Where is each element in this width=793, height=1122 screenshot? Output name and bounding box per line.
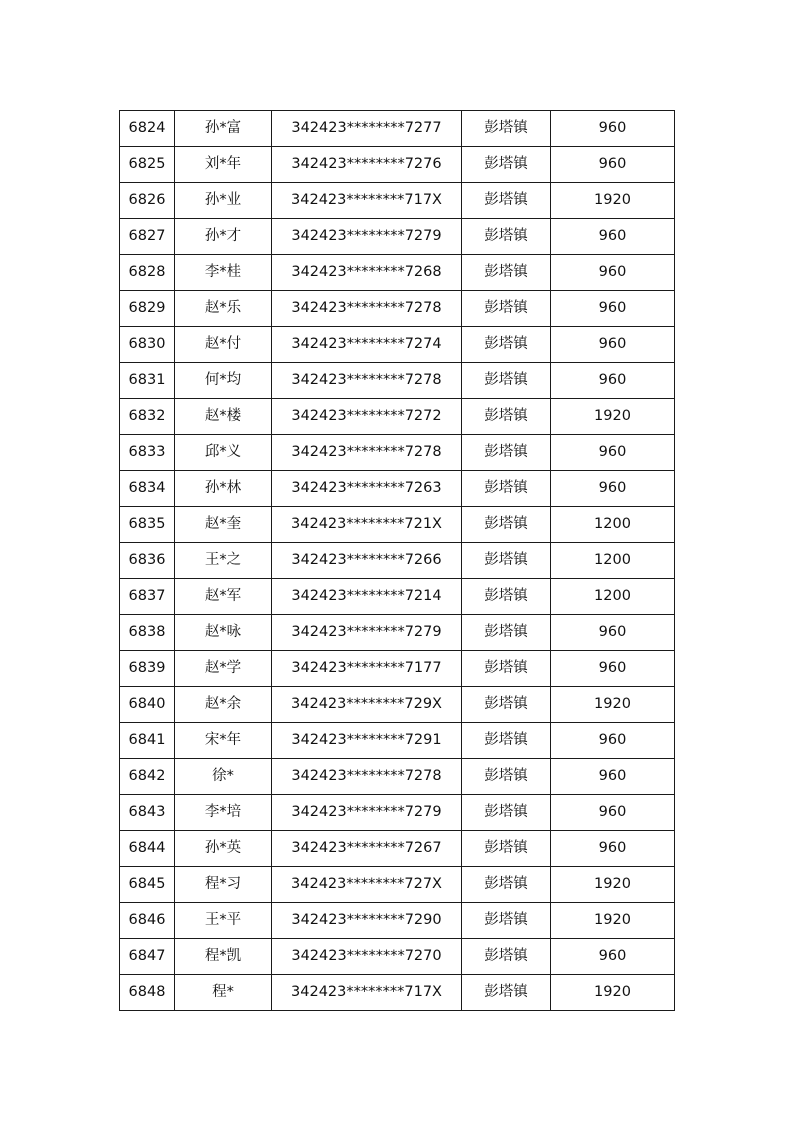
- name-cell: 程*凯: [175, 939, 272, 975]
- table-row: [120, 255, 675, 291]
- id-number-cell: 342423********717X: [272, 975, 462, 1011]
- table-row: [120, 795, 675, 831]
- table-row: [120, 435, 675, 471]
- id-number-cell: 342423********729X: [272, 687, 462, 723]
- amount-cell: 960: [551, 327, 675, 363]
- id-number-cell: 342423********7214: [272, 579, 462, 615]
- id-number-cell: 342423********7177: [272, 651, 462, 687]
- amount-cell: 960: [551, 651, 675, 687]
- town-cell: 彭塔镇: [462, 147, 551, 183]
- amount-cell: 1920: [551, 867, 675, 903]
- town-cell: 彭塔镇: [462, 471, 551, 507]
- id-number-cell: 342423********727X: [272, 867, 462, 903]
- amount-cell: 960: [551, 291, 675, 327]
- amount-cell: 960: [551, 219, 675, 255]
- town-cell: 彭塔镇: [462, 399, 551, 435]
- serial-number-cell: 6845: [120, 867, 175, 903]
- table-row: [120, 291, 675, 327]
- serial-number-cell: 6847: [120, 939, 175, 975]
- id-number-cell: 342423********7279: [272, 795, 462, 831]
- name-cell: 孙*业: [175, 183, 272, 219]
- serial-number-cell: 6831: [120, 363, 175, 399]
- serial-number-cell: 6842: [120, 759, 175, 795]
- name-cell: 孙*林: [175, 471, 272, 507]
- town-cell: 彭塔镇: [462, 723, 551, 759]
- name-cell: 赵*学: [175, 651, 272, 687]
- town-cell: 彭塔镇: [462, 291, 551, 327]
- town-cell: 彭塔镇: [462, 579, 551, 615]
- name-cell: 赵*军: [175, 579, 272, 615]
- amount-cell: 960: [551, 471, 675, 507]
- town-cell: 彭塔镇: [462, 327, 551, 363]
- amount-cell: 960: [551, 831, 675, 867]
- town-cell: 彭塔镇: [462, 255, 551, 291]
- amount-cell: 1920: [551, 903, 675, 939]
- id-number-cell: 342423********7290: [272, 903, 462, 939]
- amount-cell: 1920: [551, 399, 675, 435]
- serial-number-cell: 6834: [120, 471, 175, 507]
- town-cell: 彭塔镇: [462, 615, 551, 651]
- amount-cell: 960: [551, 723, 675, 759]
- serial-number-cell: 6832: [120, 399, 175, 435]
- table-row: [120, 651, 675, 687]
- table-row: [120, 903, 675, 939]
- name-cell: 赵*余: [175, 687, 272, 723]
- serial-number-cell: 6836: [120, 543, 175, 579]
- id-number-cell: 342423********7263: [272, 471, 462, 507]
- amount-cell: 1920: [551, 687, 675, 723]
- amount-cell: 960: [551, 615, 675, 651]
- roster-table-body: [120, 111, 675, 1011]
- amount-cell: 1200: [551, 543, 675, 579]
- name-cell: 赵*奎: [175, 507, 272, 543]
- name-cell: 孙*英: [175, 831, 272, 867]
- town-cell: 彭塔镇: [462, 219, 551, 255]
- table-row: [120, 363, 675, 399]
- table-row: [120, 687, 675, 723]
- amount-cell: 960: [551, 147, 675, 183]
- id-number-cell: 342423********721X: [272, 507, 462, 543]
- table-row: [120, 831, 675, 867]
- serial-number-cell: 6839: [120, 651, 175, 687]
- amount-cell: 1200: [551, 507, 675, 543]
- table-row: [120, 147, 675, 183]
- name-cell: 王*之: [175, 543, 272, 579]
- town-cell: 彭塔镇: [462, 651, 551, 687]
- amount-cell: 960: [551, 435, 675, 471]
- table-row: [120, 111, 675, 147]
- amount-cell: 1920: [551, 183, 675, 219]
- town-cell: 彭塔镇: [462, 183, 551, 219]
- town-cell: 彭塔镇: [462, 831, 551, 867]
- table-row: [120, 867, 675, 903]
- town-cell: 彭塔镇: [462, 795, 551, 831]
- table-row: [120, 759, 675, 795]
- serial-number-cell: 6848: [120, 975, 175, 1011]
- name-cell: 邱*义: [175, 435, 272, 471]
- serial-number-cell: 6828: [120, 255, 175, 291]
- amount-cell: 960: [551, 255, 675, 291]
- town-cell: 彭塔镇: [462, 435, 551, 471]
- id-number-cell: 342423********7267: [272, 831, 462, 867]
- serial-number-cell: 6829: [120, 291, 175, 327]
- serial-number-cell: 6833: [120, 435, 175, 471]
- serial-number-cell: 6843: [120, 795, 175, 831]
- id-number-cell: 342423********7276: [272, 147, 462, 183]
- serial-number-cell: 6830: [120, 327, 175, 363]
- name-cell: 孙*才: [175, 219, 272, 255]
- serial-number-cell: 6837: [120, 579, 175, 615]
- name-cell: 宋*年: [175, 723, 272, 759]
- table-row: [120, 399, 675, 435]
- table-row: [120, 183, 675, 219]
- id-number-cell: 342423********7270: [272, 939, 462, 975]
- town-cell: 彭塔镇: [462, 903, 551, 939]
- table-row: [120, 507, 675, 543]
- town-cell: 彭塔镇: [462, 759, 551, 795]
- id-number-cell: 342423********7268: [272, 255, 462, 291]
- town-cell: 彭塔镇: [462, 867, 551, 903]
- serial-number-cell: 6840: [120, 687, 175, 723]
- serial-number-cell: 6844: [120, 831, 175, 867]
- name-cell: 刘*年: [175, 147, 272, 183]
- amount-cell: 960: [551, 759, 675, 795]
- id-number-cell: 342423********7266: [272, 543, 462, 579]
- id-number-cell: 342423********7279: [272, 219, 462, 255]
- id-number-cell: 342423********7278: [272, 291, 462, 327]
- name-cell: 李*培: [175, 795, 272, 831]
- name-cell: 何*均: [175, 363, 272, 399]
- town-cell: 彭塔镇: [462, 543, 551, 579]
- name-cell: 赵*楼: [175, 399, 272, 435]
- serial-number-cell: 6838: [120, 615, 175, 651]
- roster-table: [119, 110, 675, 1011]
- town-cell: 彭塔镇: [462, 363, 551, 399]
- table-row: [120, 615, 675, 651]
- id-number-cell: 342423********717X: [272, 183, 462, 219]
- serial-number-cell: 6846: [120, 903, 175, 939]
- serial-number-cell: 6835: [120, 507, 175, 543]
- amount-cell: 960: [551, 111, 675, 147]
- name-cell: 程*习: [175, 867, 272, 903]
- id-number-cell: 342423********7291: [272, 723, 462, 759]
- town-cell: 彭塔镇: [462, 507, 551, 543]
- name-cell: 赵*乐: [175, 291, 272, 327]
- town-cell: 彭塔镇: [462, 111, 551, 147]
- id-number-cell: 342423********7278: [272, 759, 462, 795]
- town-cell: 彭塔镇: [462, 939, 551, 975]
- amount-cell: 960: [551, 795, 675, 831]
- table-row: [120, 327, 675, 363]
- serial-number-cell: 6841: [120, 723, 175, 759]
- name-cell: 徐*: [175, 759, 272, 795]
- amount-cell: 960: [551, 939, 675, 975]
- table-row: [120, 975, 675, 1011]
- table-row: [120, 219, 675, 255]
- id-number-cell: 342423********7278: [272, 435, 462, 471]
- serial-number-cell: 6826: [120, 183, 175, 219]
- name-cell: 赵*咏: [175, 615, 272, 651]
- name-cell: 孙*富: [175, 111, 272, 147]
- serial-number-cell: 6825: [120, 147, 175, 183]
- town-cell: 彭塔镇: [462, 975, 551, 1011]
- name-cell: 赵*付: [175, 327, 272, 363]
- id-number-cell: 342423********7279: [272, 615, 462, 651]
- name-cell: 王*平: [175, 903, 272, 939]
- amount-cell: 1200: [551, 579, 675, 615]
- id-number-cell: 342423********7274: [272, 327, 462, 363]
- town-cell: 彭塔镇: [462, 687, 551, 723]
- serial-number-cell: 6824: [120, 111, 175, 147]
- table-row: [120, 579, 675, 615]
- id-number-cell: 342423********7277: [272, 111, 462, 147]
- id-number-cell: 342423********7272: [272, 399, 462, 435]
- serial-number-cell: 6827: [120, 219, 175, 255]
- table-row: [120, 543, 675, 579]
- id-number-cell: 342423********7278: [272, 363, 462, 399]
- table-row: [120, 939, 675, 975]
- name-cell: 李*桂: [175, 255, 272, 291]
- table-row: [120, 471, 675, 507]
- amount-cell: 960: [551, 363, 675, 399]
- amount-cell: 1920: [551, 975, 675, 1011]
- name-cell: 程*: [175, 975, 272, 1011]
- table-row: [120, 723, 675, 759]
